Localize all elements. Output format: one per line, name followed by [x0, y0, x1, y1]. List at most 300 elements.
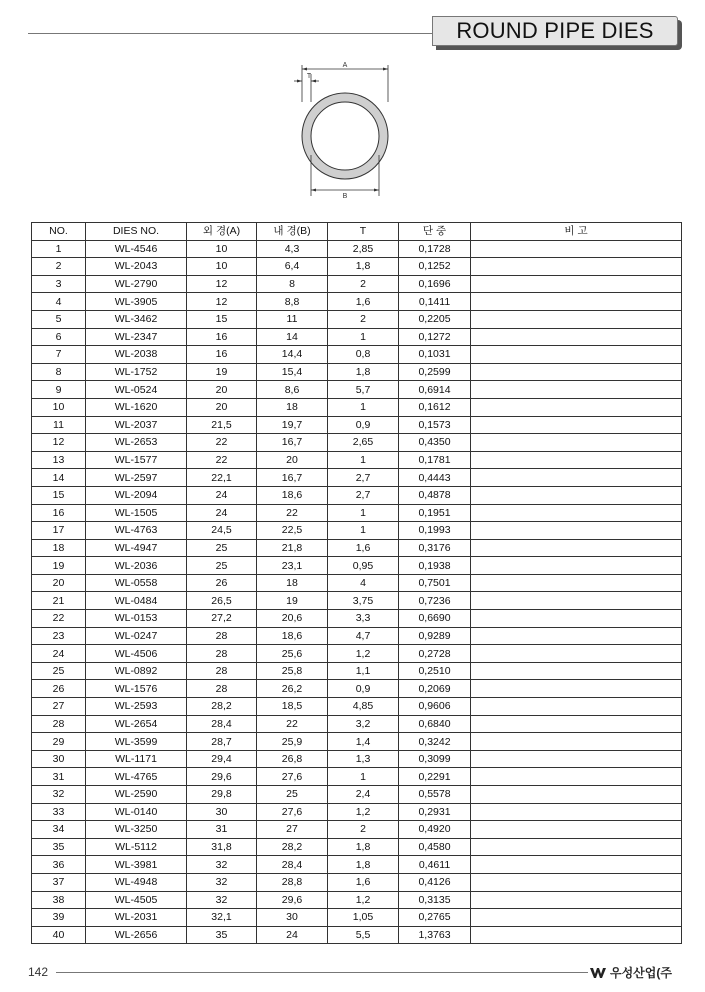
cell-thickness: 1,3: [328, 750, 399, 768]
table-row: [32, 803, 682, 821]
cell-thickness: 1,8: [328, 856, 399, 874]
cell-outer-diameter: 31,8: [187, 838, 257, 856]
cell-remarks: [471, 909, 682, 927]
table-row: [32, 381, 682, 399]
cell-dies-no: WL-4546: [86, 240, 187, 258]
cell-no: 14: [32, 469, 86, 487]
cell-dies-no: WL-4948: [86, 873, 187, 891]
cell-unit-weight: 0,1252: [399, 258, 471, 276]
column-header-thickness: T: [328, 223, 399, 241]
cell-outer-diameter: 31: [187, 821, 257, 839]
table-row: [32, 451, 682, 469]
cell-dies-no: WL-2038: [86, 346, 187, 364]
cell-unit-weight: 0,2599: [399, 363, 471, 381]
header-rule: [28, 33, 440, 34]
cell-dies-no: WL-2597: [86, 469, 187, 487]
cell-dies-no: WL-1752: [86, 363, 187, 381]
cell-dies-no: WL-2593: [86, 698, 187, 716]
cell-outer-diameter: 24,5: [187, 522, 257, 540]
cell-thickness: 1,2: [328, 645, 399, 663]
table-row: [32, 293, 682, 311]
cell-dies-no: WL-2590: [86, 786, 187, 804]
table-row: [32, 539, 682, 557]
cell-thickness: 1,05: [328, 909, 399, 927]
cell-unit-weight: 0,6690: [399, 610, 471, 628]
cell-unit-weight: 0,6914: [399, 381, 471, 399]
cell-remarks: [471, 680, 682, 698]
table-row: [32, 627, 682, 645]
cell-remarks: [471, 610, 682, 628]
cell-dies-no: WL-1505: [86, 504, 187, 522]
cell-inner-diameter: 14,4: [257, 346, 328, 364]
cell-unit-weight: 0,3099: [399, 750, 471, 768]
cell-outer-diameter: 30: [187, 803, 257, 821]
cell-remarks: [471, 733, 682, 751]
cell-remarks: [471, 698, 682, 716]
cell-unit-weight: 0,2765: [399, 909, 471, 927]
cell-remarks: [471, 627, 682, 645]
table-row: [32, 750, 682, 768]
cell-remarks: [471, 240, 682, 258]
cell-dies-no: WL-2043: [86, 258, 187, 276]
cell-outer-diameter: 24: [187, 486, 257, 504]
cell-inner-diameter: 27,6: [257, 768, 328, 786]
cell-no: 33: [32, 803, 86, 821]
cell-inner-diameter: 8,8: [257, 293, 328, 311]
cell-thickness: 0,8: [328, 346, 399, 364]
cell-thickness: 1,2: [328, 891, 399, 909]
cell-unit-weight: 0,9606: [399, 698, 471, 716]
cell-no: 20: [32, 574, 86, 592]
table-row: [32, 698, 682, 716]
cell-unit-weight: 0,7236: [399, 592, 471, 610]
page-title: ROUND PIPE DIES: [432, 16, 678, 46]
cell-inner-diameter: 29,6: [257, 891, 328, 909]
cell-inner-diameter: 23,1: [257, 557, 328, 575]
table-row: [32, 856, 682, 874]
cell-inner-diameter: 22: [257, 715, 328, 733]
cell-thickness: 4: [328, 574, 399, 592]
cell-inner-diameter: 25: [257, 786, 328, 804]
cell-thickness: 1,6: [328, 539, 399, 557]
cell-inner-diameter: 8: [257, 275, 328, 293]
cell-outer-diameter: 22: [187, 451, 257, 469]
page-number: 142: [28, 965, 49, 979]
cell-inner-diameter: 27,6: [257, 803, 328, 821]
cell-dies-no: WL-2656: [86, 926, 187, 944]
cell-outer-diameter: 10: [187, 240, 257, 258]
cell-remarks: [471, 715, 682, 733]
cell-outer-diameter: 27,2: [187, 610, 257, 628]
cell-unit-weight: 0,3135: [399, 891, 471, 909]
cell-thickness: 2: [328, 275, 399, 293]
cell-inner-diameter: 26,2: [257, 680, 328, 698]
table-row: [32, 328, 682, 346]
cell-no: 34: [32, 821, 86, 839]
table-row: [32, 768, 682, 786]
cell-outer-diameter: 21,5: [187, 416, 257, 434]
table-row: [32, 346, 682, 364]
cell-unit-weight: 0,1728: [399, 240, 471, 258]
pipe-cross-section-diagram: [285, 60, 405, 200]
cell-inner-diameter: 18: [257, 574, 328, 592]
cell-no: 36: [32, 856, 86, 874]
cell-unit-weight: 0,4580: [399, 838, 471, 856]
cell-no: 1: [32, 240, 86, 258]
cell-no: 15: [32, 486, 86, 504]
cell-thickness: 2,85: [328, 240, 399, 258]
cell-dies-no: WL-3981: [86, 856, 187, 874]
cell-no: 29: [32, 733, 86, 751]
cell-outer-diameter: 16: [187, 346, 257, 364]
cell-thickness: 1: [328, 522, 399, 540]
cell-no: 26: [32, 680, 86, 698]
cell-outer-diameter: 28: [187, 662, 257, 680]
column-header-outer-diameter: 외 경(A): [187, 223, 257, 241]
cell-thickness: 1,1: [328, 662, 399, 680]
cell-unit-weight: 0,2205: [399, 310, 471, 328]
cell-thickness: 2: [328, 310, 399, 328]
cell-remarks: [471, 469, 682, 487]
cell-no: 22: [32, 610, 86, 628]
table-row: [32, 240, 682, 258]
table-row: [32, 258, 682, 276]
cell-outer-diameter: 20: [187, 398, 257, 416]
cell-remarks: [471, 803, 682, 821]
cell-dies-no: WL-1577: [86, 451, 187, 469]
cell-thickness: 1,6: [328, 873, 399, 891]
pipe-dies-table: [31, 222, 682, 944]
cell-inner-diameter: 27: [257, 821, 328, 839]
cell-outer-diameter: 32,1: [187, 909, 257, 927]
cell-outer-diameter: 28: [187, 627, 257, 645]
cell-unit-weight: 1,3763: [399, 926, 471, 944]
cell-no: 13: [32, 451, 86, 469]
cell-unit-weight: 0,1951: [399, 504, 471, 522]
cell-dies-no: WL-1576: [86, 680, 187, 698]
cell-thickness: 1,2: [328, 803, 399, 821]
cell-no: 39: [32, 909, 86, 927]
table-row: [32, 522, 682, 540]
cell-no: 4: [32, 293, 86, 311]
cell-inner-diameter: 24: [257, 926, 328, 944]
cell-no: 8: [32, 363, 86, 381]
cell-unit-weight: 0,4443: [399, 469, 471, 487]
cell-thickness: 4,85: [328, 698, 399, 716]
cell-no: 3: [32, 275, 86, 293]
cell-unit-weight: 0,1031: [399, 346, 471, 364]
table-row: [32, 715, 682, 733]
cell-dies-no: WL-0153: [86, 610, 187, 628]
cell-thickness: 1: [328, 451, 399, 469]
cell-inner-diameter: 28,2: [257, 838, 328, 856]
cell-outer-diameter: 26,5: [187, 592, 257, 610]
cell-unit-weight: 0,3176: [399, 539, 471, 557]
cell-dies-no: WL-0558: [86, 574, 187, 592]
cell-unit-weight: 0,1781: [399, 451, 471, 469]
cell-thickness: 1: [328, 398, 399, 416]
table-row: [32, 275, 682, 293]
cell-remarks: [471, 838, 682, 856]
cell-thickness: 5,7: [328, 381, 399, 399]
cell-remarks: [471, 574, 682, 592]
cell-outer-diameter: 25: [187, 539, 257, 557]
cell-no: 28: [32, 715, 86, 733]
cell-outer-diameter: 24: [187, 504, 257, 522]
cell-dies-no: WL-0484: [86, 592, 187, 610]
table-row: [32, 909, 682, 927]
title-tab: [432, 16, 682, 50]
cell-no: 12: [32, 434, 86, 452]
cell-dies-no: WL-1620: [86, 398, 187, 416]
cell-remarks: [471, 275, 682, 293]
cell-outer-diameter: 35: [187, 926, 257, 944]
cell-unit-weight: 0,7501: [399, 574, 471, 592]
cell-dies-no: WL-3250: [86, 821, 187, 839]
column-header-inner-diameter: 내 경(B): [257, 223, 328, 241]
cell-outer-diameter: 29,4: [187, 750, 257, 768]
cell-outer-diameter: 28: [187, 645, 257, 663]
company-name: 우성산업(주: [610, 966, 672, 980]
table-row: [32, 891, 682, 909]
cell-thickness: 1,6: [328, 293, 399, 311]
cell-outer-diameter: 12: [187, 293, 257, 311]
cell-dies-no: WL-4947: [86, 539, 187, 557]
cell-outer-diameter: 32: [187, 856, 257, 874]
column-header-remarks: 비 고: [471, 223, 682, 241]
cell-dies-no: WL-0524: [86, 381, 187, 399]
table-row: [32, 645, 682, 663]
cell-remarks: [471, 504, 682, 522]
cell-inner-diameter: 26,8: [257, 750, 328, 768]
cell-thickness: 1,8: [328, 258, 399, 276]
cell-inner-diameter: 22,5: [257, 522, 328, 540]
cell-inner-diameter: 28,8: [257, 873, 328, 891]
cell-unit-weight: 0,1272: [399, 328, 471, 346]
cell-unit-weight: 0,1993: [399, 522, 471, 540]
cell-remarks: [471, 873, 682, 891]
cell-no: 37: [32, 873, 86, 891]
cell-unit-weight: 0,2291: [399, 768, 471, 786]
company-logo: [590, 964, 672, 981]
cell-dies-no: WL-0247: [86, 627, 187, 645]
cell-no: 23: [32, 627, 86, 645]
cell-outer-diameter: 19: [187, 363, 257, 381]
cell-outer-diameter: 32: [187, 891, 257, 909]
cell-inner-diameter: 25,8: [257, 662, 328, 680]
cell-no: 40: [32, 926, 86, 944]
cell-unit-weight: 0,4920: [399, 821, 471, 839]
cell-outer-diameter: 28,4: [187, 715, 257, 733]
cell-no: 25: [32, 662, 86, 680]
cell-remarks: [471, 398, 682, 416]
table-row: [32, 786, 682, 804]
footer-rule: [56, 972, 588, 973]
cell-no: 31: [32, 768, 86, 786]
cell-dies-no: WL-2037: [86, 416, 187, 434]
table-row: [32, 733, 682, 751]
cell-inner-diameter: 20,6: [257, 610, 328, 628]
cell-thickness: 5,5: [328, 926, 399, 944]
cell-no: 32: [32, 786, 86, 804]
cell-inner-diameter: 19: [257, 592, 328, 610]
cell-thickness: 1,4: [328, 733, 399, 751]
table-row: [32, 486, 682, 504]
cell-dies-no: WL-3462: [86, 310, 187, 328]
cell-no: 2: [32, 258, 86, 276]
cell-unit-weight: 0,4126: [399, 873, 471, 891]
cell-remarks: [471, 539, 682, 557]
cell-remarks: [471, 310, 682, 328]
cell-dies-no: WL-4506: [86, 645, 187, 663]
cell-remarks: [471, 750, 682, 768]
cell-unit-weight: 0,1696: [399, 275, 471, 293]
cell-thickness: 1,8: [328, 838, 399, 856]
cell-thickness: 0,95: [328, 557, 399, 575]
cell-dies-no: WL-5112: [86, 838, 187, 856]
cell-thickness: 3,75: [328, 592, 399, 610]
table-body: [32, 240, 682, 944]
cell-no: 38: [32, 891, 86, 909]
cell-unit-weight: 0,6840: [399, 715, 471, 733]
cell-dies-no: WL-4765: [86, 768, 187, 786]
cell-unit-weight: 0,4878: [399, 486, 471, 504]
table-row: [32, 610, 682, 628]
column-header-unit-weight: 단 중: [399, 223, 471, 241]
cell-inner-diameter: 6,4: [257, 258, 328, 276]
cell-outer-diameter: 28: [187, 680, 257, 698]
cell-unit-weight: 0,2510: [399, 662, 471, 680]
cell-remarks: [471, 645, 682, 663]
cell-no: 27: [32, 698, 86, 716]
table-row: [32, 873, 682, 891]
table-row: [32, 592, 682, 610]
cell-unit-weight: 0,1938: [399, 557, 471, 575]
cell-remarks: [471, 434, 682, 452]
cell-thickness: 0,9: [328, 416, 399, 434]
cell-outer-diameter: 16: [187, 328, 257, 346]
cell-remarks: [471, 522, 682, 540]
cell-outer-diameter: 32: [187, 873, 257, 891]
cell-no: 11: [32, 416, 86, 434]
cell-outer-diameter: 22: [187, 434, 257, 452]
table-row: [32, 926, 682, 944]
cell-dies-no: WL-2347: [86, 328, 187, 346]
cell-inner-diameter: 16,7: [257, 434, 328, 452]
cell-inner-diameter: 8,6: [257, 381, 328, 399]
cell-no: 16: [32, 504, 86, 522]
cell-no: 19: [32, 557, 86, 575]
cell-remarks: [471, 592, 682, 610]
cell-outer-diameter: 26: [187, 574, 257, 592]
cell-remarks: [471, 328, 682, 346]
cell-thickness: 1: [328, 504, 399, 522]
cell-unit-weight: 0,4350: [399, 434, 471, 452]
cell-dies-no: WL-3599: [86, 733, 187, 751]
table-row: [32, 434, 682, 452]
cell-thickness: 2,4: [328, 786, 399, 804]
cell-outer-diameter: 29,8: [187, 786, 257, 804]
cell-outer-diameter: 25: [187, 557, 257, 575]
column-header-no: NO.: [32, 223, 86, 241]
dimension-a-label: A: [342, 62, 348, 69]
cell-remarks: [471, 821, 682, 839]
cell-inner-diameter: 28,4: [257, 856, 328, 874]
table-row: [32, 557, 682, 575]
cell-remarks: [471, 486, 682, 504]
cell-inner-diameter: 18,6: [257, 627, 328, 645]
cell-dies-no: WL-2094: [86, 486, 187, 504]
cell-outer-diameter: 20: [187, 381, 257, 399]
cell-no: 6: [32, 328, 86, 346]
dimension-b-label: B: [342, 193, 348, 200]
cell-unit-weight: 0,1573: [399, 416, 471, 434]
cell-remarks: [471, 258, 682, 276]
table-row: [32, 398, 682, 416]
cell-outer-diameter: 28,7: [187, 733, 257, 751]
cell-inner-diameter: 25,9: [257, 733, 328, 751]
cell-outer-diameter: 28,2: [187, 698, 257, 716]
cell-unit-weight: 0,4611: [399, 856, 471, 874]
cell-unit-weight: 0,1411: [399, 293, 471, 311]
cell-inner-diameter: 25,6: [257, 645, 328, 663]
cell-inner-diameter: 19,7: [257, 416, 328, 434]
cell-outer-diameter: 22,1: [187, 469, 257, 487]
table-row: [32, 821, 682, 839]
table-row: [32, 838, 682, 856]
cell-dies-no: WL-2654: [86, 715, 187, 733]
cell-inner-diameter: 14: [257, 328, 328, 346]
cell-no: 5: [32, 310, 86, 328]
table-row: [32, 504, 682, 522]
cell-dies-no: WL-2653: [86, 434, 187, 452]
cell-unit-weight: 0,2728: [399, 645, 471, 663]
cell-dies-no: WL-2031: [86, 909, 187, 927]
cell-thickness: 1: [328, 768, 399, 786]
cell-no: 30: [32, 750, 86, 768]
cell-remarks: [471, 891, 682, 909]
cell-thickness: 1: [328, 328, 399, 346]
table-row: [32, 469, 682, 487]
cell-no: 7: [32, 346, 86, 364]
cell-inner-diameter: 18: [257, 398, 328, 416]
cell-thickness: 3,3: [328, 610, 399, 628]
cell-no: 21: [32, 592, 86, 610]
cell-inner-diameter: 30: [257, 909, 328, 927]
cell-no: 9: [32, 381, 86, 399]
cell-unit-weight: 0,2931: [399, 803, 471, 821]
cell-thickness: 2,65: [328, 434, 399, 452]
cell-thickness: 1,8: [328, 363, 399, 381]
cell-inner-diameter: 18,6: [257, 486, 328, 504]
cell-outer-diameter: 29,6: [187, 768, 257, 786]
cell-no: 18: [32, 539, 86, 557]
column-header-dies-no: DIES NO.: [86, 223, 187, 241]
cell-outer-diameter: 15: [187, 310, 257, 328]
table-row: [32, 662, 682, 680]
cell-inner-diameter: 4,3: [257, 240, 328, 258]
cell-inner-diameter: 21,8: [257, 539, 328, 557]
cell-thickness: 3,2: [328, 715, 399, 733]
cell-dies-no: WL-3905: [86, 293, 187, 311]
cell-outer-diameter: 10: [187, 258, 257, 276]
cell-no: 24: [32, 645, 86, 663]
cell-no: 35: [32, 838, 86, 856]
cell-unit-weight: 0,2069: [399, 680, 471, 698]
cell-dies-no: WL-0140: [86, 803, 187, 821]
cell-inner-diameter: 16,7: [257, 469, 328, 487]
cell-remarks: [471, 381, 682, 399]
